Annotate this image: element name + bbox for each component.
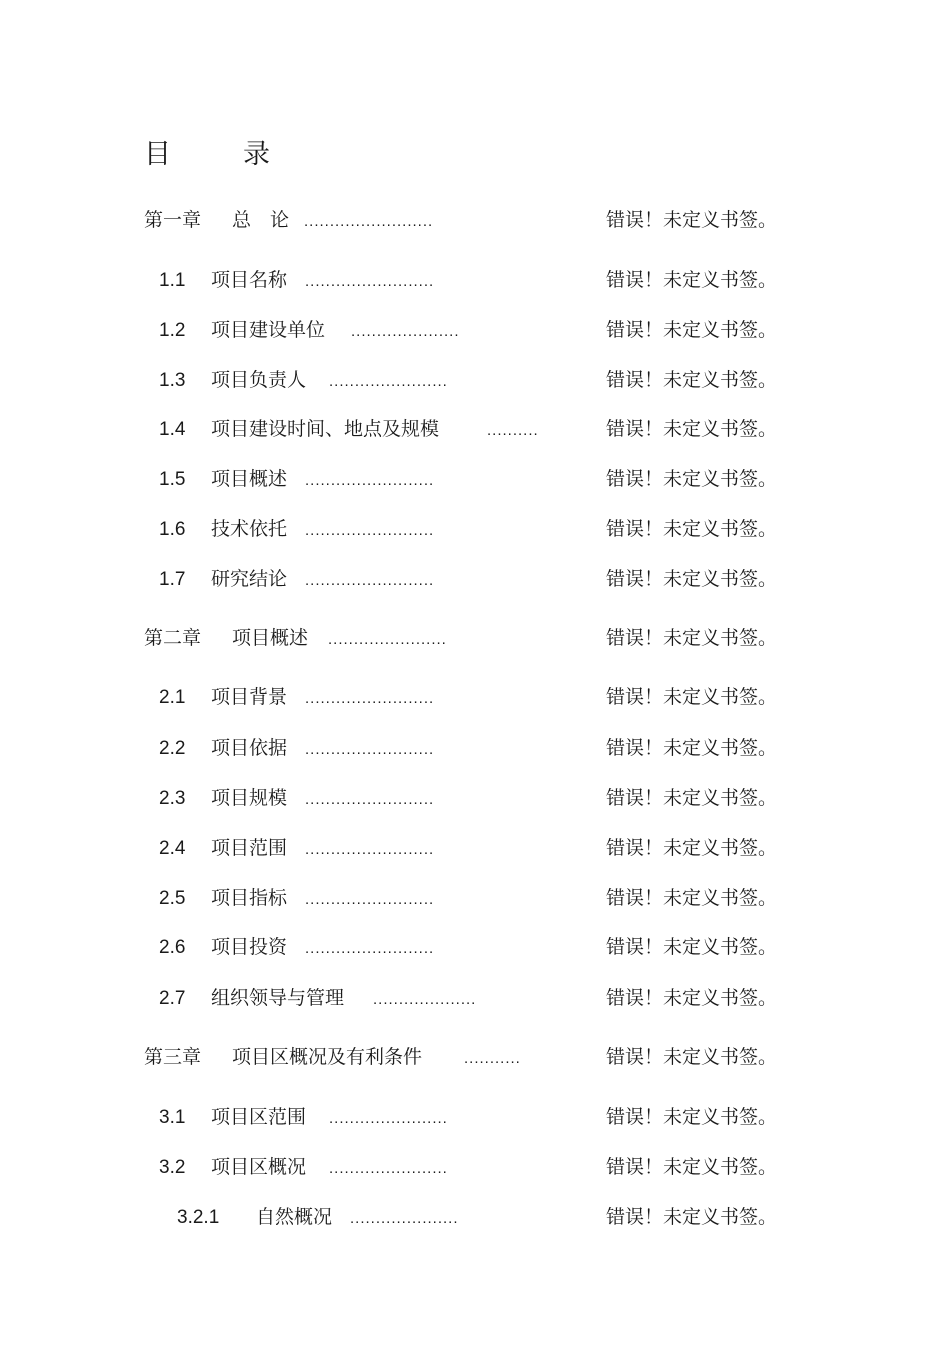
toc-entry-number: 3.1 <box>159 1107 186 1128</box>
toc-entry-3-2-1[interactable] <box>177 1203 459 1231</box>
toc-entry-number: 2.3 <box>159 788 186 809</box>
toc-entry-label: 项目投资 <box>211 936 288 958</box>
toc-entry-number: 第二章 <box>144 628 202 649</box>
toc-entry-page-ref: 错误！未定义书签。 <box>606 418 778 440</box>
toc-entry-page-ref: 错误！未定义书签。 <box>606 1206 778 1228</box>
toc-leader-dots: ....................... <box>328 631 447 648</box>
toc-entry-page-ref: 错误！未定义书签。 <box>606 787 778 809</box>
toc-entry-1-7[interactable] <box>159 565 434 593</box>
toc-entry-number: 1.2 <box>159 320 186 341</box>
toc-leader-dots: ......................... <box>305 940 435 957</box>
toc-leader-dots: ......................... <box>305 472 435 489</box>
toc-entry-label: 项目范围 <box>211 837 288 859</box>
toc-leader-dots: .......... <box>487 422 539 439</box>
toc-entry-label: 项目依据 <box>211 737 288 759</box>
toc-entry-label: 项目负责人 <box>211 369 307 391</box>
toc-entry-number: 1.7 <box>159 569 186 590</box>
toc-entry-label: 项目区范围 <box>211 1106 307 1128</box>
toc-entry-label: 组织领导与管理 <box>211 987 345 1009</box>
toc-entry-1-5[interactable] <box>159 465 434 493</box>
toc-entry-page-ref: 错误！未定义书签。 <box>606 269 778 291</box>
toc-entry-page-ref: 错误！未定义书签。 <box>606 887 778 909</box>
toc-entry-number: 3.2 <box>159 1157 186 1178</box>
toc-entry-label: 项目概述 <box>211 468 288 490</box>
toc-entry-page-ref: 错误！未定义书签。 <box>606 737 778 759</box>
toc-entry-page-ref: 错误！未定义书签。 <box>606 209 778 231</box>
toc-entry-chapter-3[interactable] <box>144 1043 521 1071</box>
toc-leader-dots: ......................... <box>305 690 435 707</box>
toc-entry-label: 项目区概况 <box>211 1156 307 1178</box>
toc-title <box>144 132 270 171</box>
toc-entry-number: 1.6 <box>159 519 186 540</box>
toc-entry-2-7[interactable] <box>159 984 476 1012</box>
toc-entry-page-ref: 错误！未定义书签。 <box>606 627 778 649</box>
toc-leader-dots: ......................... <box>305 741 435 758</box>
toc-entry-page-ref: 错误！未定义书签。 <box>606 686 778 708</box>
toc-entry-page-ref: 错误！未定义书签。 <box>606 518 778 540</box>
toc-entry-page-ref: 错误！未定义书签。 <box>606 1156 778 1178</box>
toc-entry-page-ref: 错误！未定义书签。 <box>606 568 778 590</box>
toc-entry-number: 2.2 <box>159 738 186 759</box>
toc-entry-1-1[interactable] <box>159 266 434 294</box>
toc-entry-2-1[interactable] <box>159 683 434 711</box>
toc-entry-number: 3.2.1 <box>177 1207 220 1228</box>
toc-entry-label: 项目建设时间、地点及规模 <box>211 418 440 440</box>
toc-entry-1-2[interactable] <box>159 316 460 344</box>
toc-leader-dots: ......................... <box>305 522 435 539</box>
toc-entry-number: 1.3 <box>159 370 186 391</box>
toc-entry-1-3[interactable] <box>159 366 448 394</box>
toc-entry-label: 项目规模 <box>211 787 288 809</box>
toc-leader-dots: ....................... <box>329 1160 448 1177</box>
toc-entry-2-5[interactable] <box>159 884 434 912</box>
toc-entry-page-ref: 错误！未定义书签。 <box>606 319 778 341</box>
toc-entry-label: 项目建设单位 <box>211 319 326 341</box>
toc-leader-dots: ..................... <box>351 323 460 340</box>
toc-entry-2-6[interactable] <box>159 933 434 961</box>
toc-entry-3-2[interactable] <box>159 1153 448 1181</box>
toc-entry-label: 研究结论 <box>211 568 288 590</box>
toc-entry-label: 总 论 <box>232 209 290 231</box>
toc-entry-2-3[interactable] <box>159 784 434 812</box>
toc-leader-dots: ........... <box>464 1050 521 1067</box>
toc-entry-page-ref: 错误！未定义书签。 <box>606 987 778 1009</box>
toc-entry-number: 第一章 <box>144 210 202 231</box>
toc-entry-chapter-2[interactable] <box>144 624 447 652</box>
toc-leader-dots: ......................... <box>305 891 435 908</box>
toc-entry-label: 项目指标 <box>211 887 288 909</box>
toc-entry-2-2[interactable] <box>159 734 434 762</box>
toc-entry-label: 技术依托 <box>211 518 288 540</box>
toc-leader-dots: ......................... <box>305 572 435 589</box>
toc-entry-page-ref: 错误！未定义书签。 <box>606 1046 778 1068</box>
toc-entry-number: 2.7 <box>159 988 186 1009</box>
toc-entry-number: 1.1 <box>159 270 186 291</box>
toc-entry-1-6[interactable] <box>159 515 434 543</box>
toc-leader-dots: ......................... <box>304 213 434 230</box>
toc-leader-dots: ......................... <box>305 791 435 808</box>
toc-entry-page-ref: 错误！未定义书签。 <box>606 1106 778 1128</box>
toc-leader-dots: ......................... <box>305 273 435 290</box>
toc-entry-2-4[interactable] <box>159 834 434 862</box>
toc-entry-label: 自然概况 <box>256 1206 333 1228</box>
toc-entry-number: 2.6 <box>159 937 186 958</box>
toc-entry-1-4[interactable] <box>159 415 539 443</box>
toc-entry-number: 2.5 <box>159 888 186 909</box>
toc-entry-number: 1.4 <box>159 419 186 440</box>
toc-title-char-2: 录 <box>243 139 270 170</box>
toc-leader-dots: ....................... <box>329 373 448 390</box>
toc-entry-3-1[interactable] <box>159 1103 448 1131</box>
toc-entry-chapter-1[interactable] <box>144 206 433 234</box>
toc-entry-page-ref: 错误！未定义书签。 <box>606 468 778 490</box>
toc-entry-page-ref: 错误！未定义书签。 <box>606 837 778 859</box>
toc-entry-number: 1.5 <box>159 469 186 490</box>
toc-entry-label: 项目背景 <box>211 686 288 708</box>
toc-entry-page-ref: 错误！未定义书签。 <box>606 369 778 391</box>
toc-entry-number: 2.1 <box>159 687 186 708</box>
toc-entry-page-ref: 错误！未定义书签。 <box>606 936 778 958</box>
toc-entry-label: 项目区概况及有利条件 <box>232 1046 423 1068</box>
toc-entry-number: 2.4 <box>159 838 186 859</box>
toc-title-char-1: 目 <box>144 139 171 170</box>
toc-leader-dots: ..................... <box>350 1210 459 1227</box>
toc-entry-number: 第三章 <box>144 1047 202 1068</box>
toc-entry-label: 项目概述 <box>232 627 309 649</box>
toc-leader-dots: ......................... <box>305 841 435 858</box>
toc-leader-dots: ....................... <box>329 1110 448 1127</box>
toc-entry-label: 项目名称 <box>211 269 288 291</box>
toc-leader-dots: .................... <box>373 991 477 1008</box>
